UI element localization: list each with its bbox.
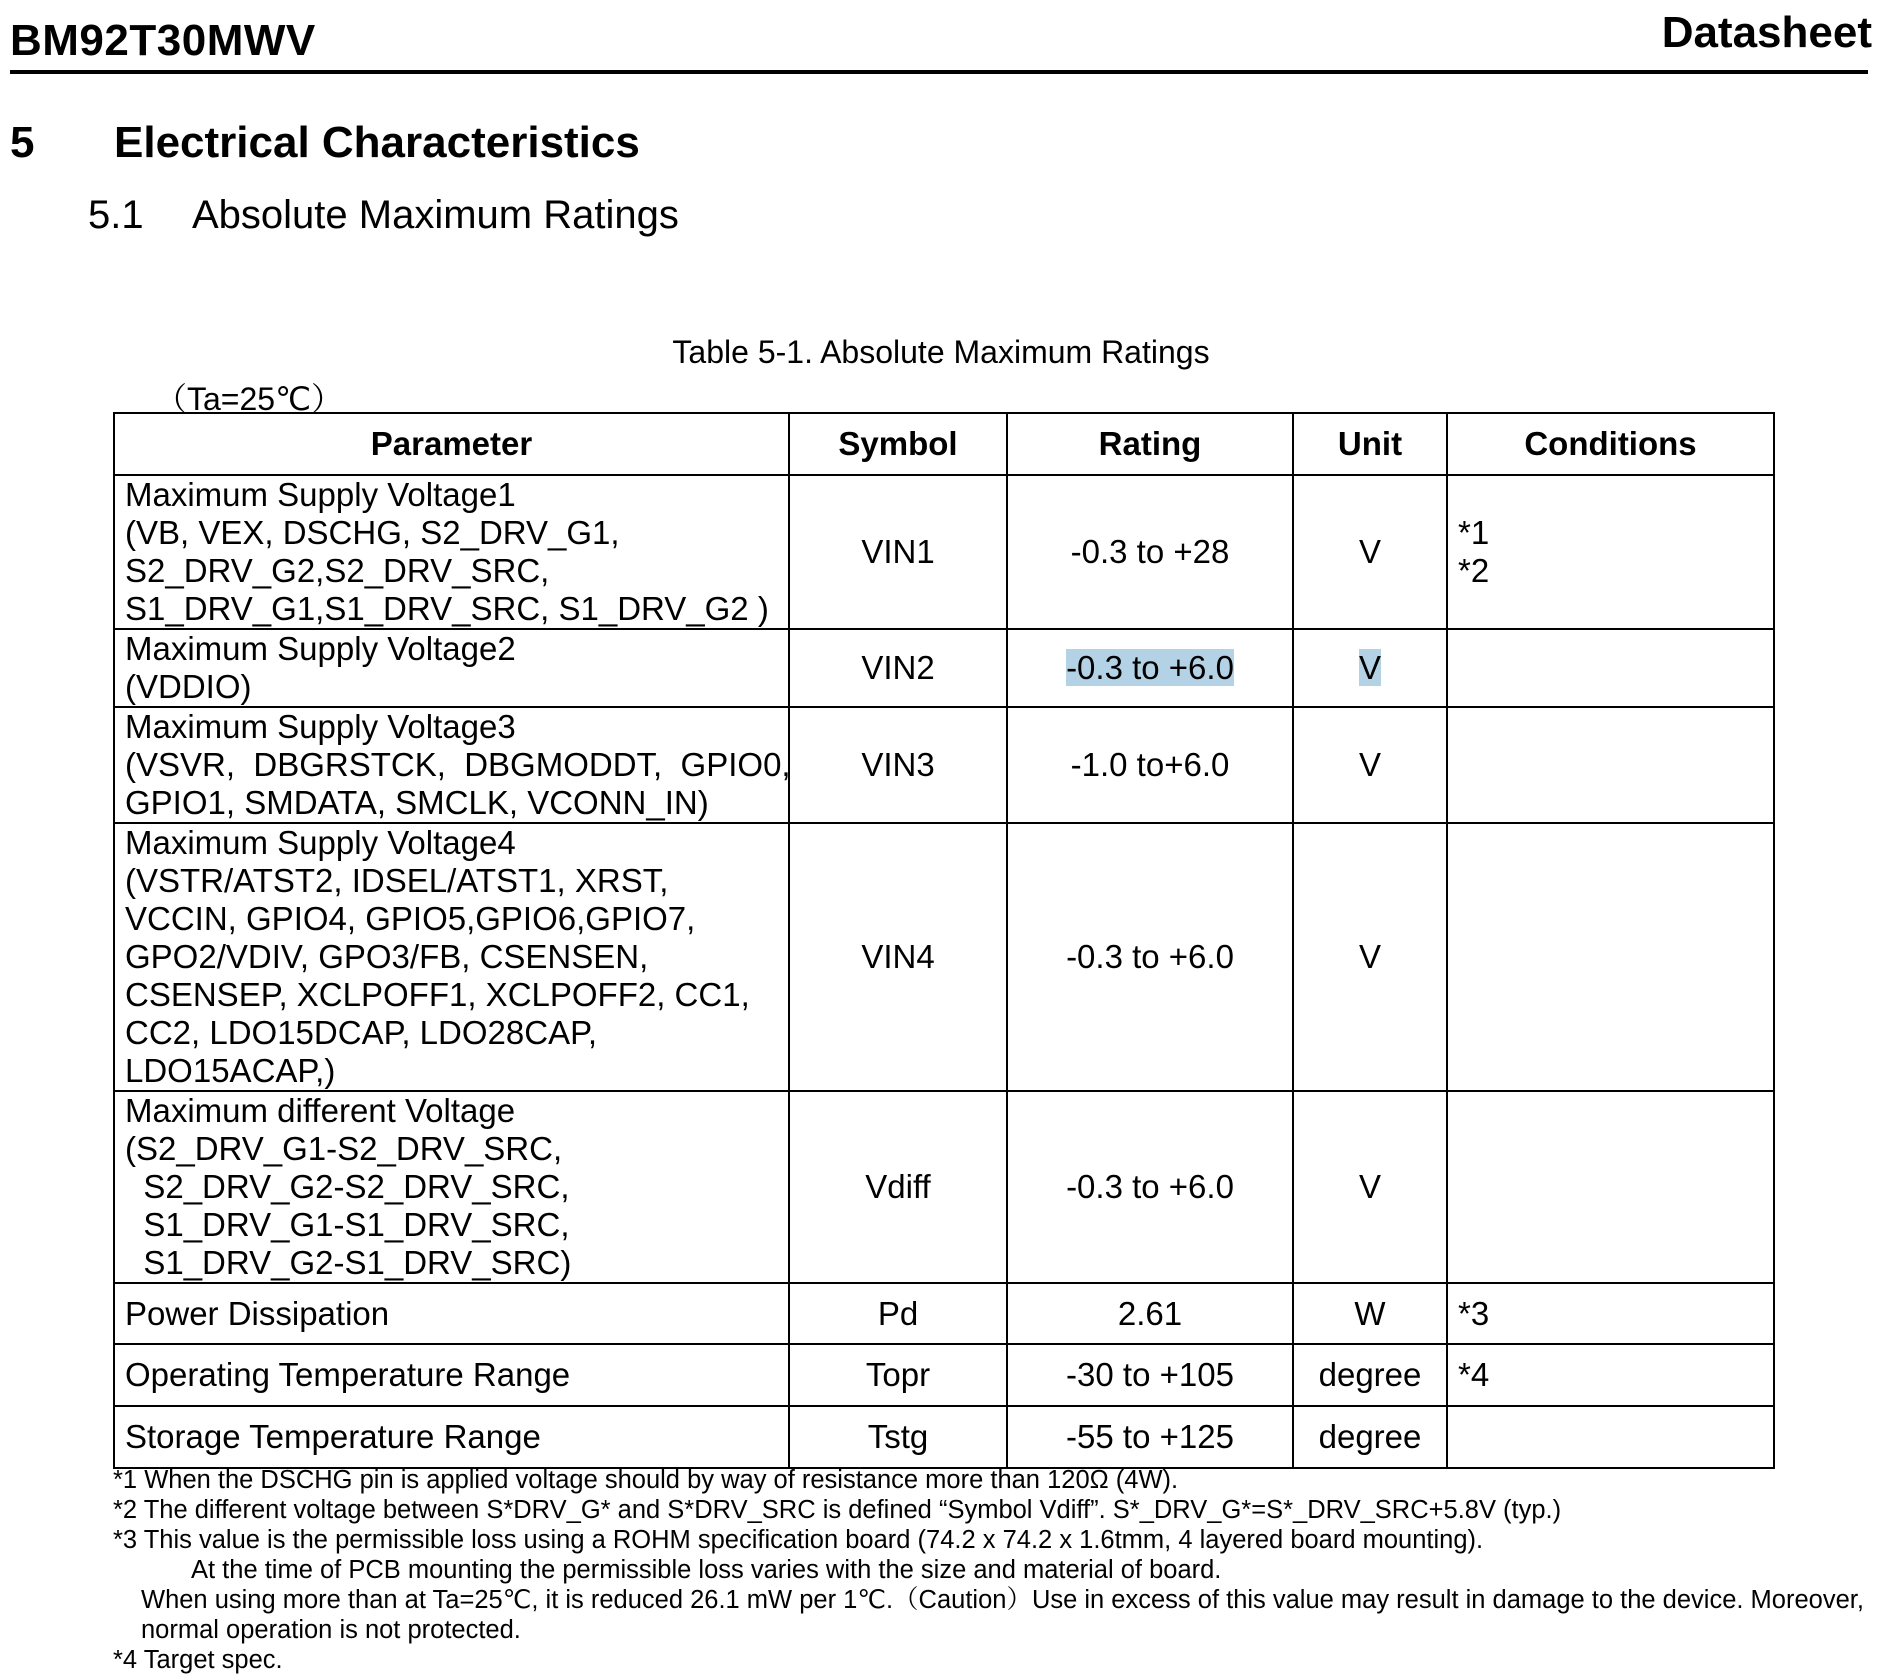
table-row <box>114 1406 1774 1468</box>
conditions-cell <box>1447 629 1774 707</box>
table-row <box>114 1091 1774 1283</box>
parameter-cell: Maximum Supply Voltage1 (VB, VEX, DSCHG, S2_DRV_G1, S2_DRV_G2,S2_DRV_SRC, S1_DRV_G1,S1_DRV_SRC, S1_DRV_G2 ) <box>114 475 789 629</box>
section-title: Electrical Characteristics <box>114 118 640 167</box>
column-header-rating: Rating <box>1007 413 1293 475</box>
conditions-cell: *3 <box>1447 1283 1774 1344</box>
parameter-cell: Maximum Supply Voltage4 (VSTR/ATST2, IDSEL/ATST1, XRST, VCCIN, GPIO4, GPIO5,GPIO6,GPIO7, GPO2/VDIV, GPO3/FB, CSENSEN, CSENSEP, XCLPOFF1, XCLPOFF2, CC1, CC2, LDO15DCAP, LDO28CAP, LDO15ACAP,) <box>114 823 789 1091</box>
unit-cell: degree <box>1293 1406 1447 1468</box>
footnote-3: *3 This value is the permissible loss using a ROHM specification board (74.2 x 74.2 x 1.6tmm, 4 layered board mounting). <box>113 1526 1484 1554</box>
column-header-conditions: Conditions <box>1447 413 1774 475</box>
section-number: 5 <box>10 118 35 167</box>
rating-cell: -30 to +105 <box>1007 1344 1293 1406</box>
symbol-cell: VIN1 <box>789 475 1007 629</box>
parameter-cell: Maximum different Voltage (S2_DRV_G1-S2_DRV_SRC, S2_DRV_G2-S2_DRV_SRC, S1_DRV_G1-S1_DRV_SRC, S1_DRV_G2-S1_DRV_SRC) <box>114 1091 789 1283</box>
unit-cell: V <box>1293 1091 1447 1283</box>
table-row <box>114 629 1774 707</box>
conditions-cell <box>1447 823 1774 1091</box>
unit-cell: degree <box>1293 1344 1447 1406</box>
parameter-cell: Maximum Supply Voltage2 (VDDIO) <box>114 629 789 707</box>
unit-cell: V <box>1293 475 1447 629</box>
conditions-cell: *4 <box>1447 1344 1774 1406</box>
rating-cell: -0.3 to +28 <box>1007 475 1293 629</box>
table-condition-note: （Ta=25℃） <box>155 381 344 417</box>
table-row <box>114 1344 1774 1406</box>
parameter-cell: Power Dissipation <box>114 1283 789 1344</box>
table-row <box>114 1283 1774 1344</box>
symbol-cell: VIN2 <box>789 629 1007 707</box>
footnote-3-caution: When using more than at Ta=25℃, it is reduced 26.1 mW per 1℃.（Caution）Use in excess of this value may result in damage to the device. Moreover, normal operation is not protected. <box>141 1586 1864 1644</box>
unit-cell: V <box>1293 707 1447 823</box>
doc-type: Datasheet <box>1661 8 1872 57</box>
column-header-unit: Unit <box>1293 413 1447 475</box>
conditions-cell <box>1447 1406 1774 1468</box>
rating-cell: 2.61 <box>1007 1283 1293 1344</box>
footnote-3-continuation: At the time of PCB mounting the permissible loss varies with the size and material of board. <box>191 1556 1222 1584</box>
footnotes <box>113 1465 1873 1675</box>
footnote-4: *4 Target spec. <box>113 1646 283 1674</box>
unit-cell: V <box>1293 823 1447 1091</box>
subsection-title: Absolute Maximum Ratings <box>192 193 679 237</box>
conditions-cell <box>1447 707 1774 823</box>
table-caption: Table 5-1. Absolute Maximum Ratings <box>672 334 1210 370</box>
parameter-cell: Storage Temperature Range <box>114 1406 789 1468</box>
table-row <box>114 823 1774 1091</box>
symbol-cell: Tstg <box>789 1406 1007 1468</box>
parameter-cell: Maximum Supply Voltage3 (VSVR, DBGRSTCK, DBGMODDT, GPIO0, GPIO1, SMDATA, SMCLK, VCONN_IN) <box>114 707 789 823</box>
table-row <box>114 707 1774 823</box>
unit-cell: W <box>1293 1283 1447 1344</box>
symbol-cell: Vdiff <box>789 1091 1007 1283</box>
selected-unit-text[interactable]: V <box>1358 649 1381 686</box>
header-rule <box>10 70 1868 74</box>
selected-rating-text[interactable]: -0.3 to +6.0 <box>1066 649 1234 686</box>
column-header-symbol: Symbol <box>789 413 1007 475</box>
footnote-1: *1 When the DSCHG pin is applied voltage should by way of resistance more than 120Ω (4W). <box>113 1466 1179 1494</box>
table-header-row <box>114 413 1774 475</box>
conditions-cell: *1 *2 <box>1447 475 1774 629</box>
subsection-number: 5.1 <box>88 193 144 237</box>
parameter-cell: Operating Temperature Range <box>114 1344 789 1406</box>
table-row <box>114 475 1774 629</box>
unit-cell[interactable] <box>1293 629 1447 707</box>
absolute-maximum-ratings-table <box>113 412 1775 1469</box>
symbol-cell: Pd <box>789 1283 1007 1344</box>
rating-cell: -0.3 to +6.0 <box>1007 823 1293 1091</box>
rating-cell[interactable] <box>1007 629 1293 707</box>
column-header-parameter: Parameter <box>114 413 789 475</box>
symbol-cell: VIN3 <box>789 707 1007 823</box>
rating-cell: -0.3 to +6.0 <box>1007 1091 1293 1283</box>
part-number: BM92T30MWV <box>10 16 316 65</box>
symbol-cell: Topr <box>789 1344 1007 1406</box>
symbol-cell: VIN4 <box>789 823 1007 1091</box>
rating-cell: -55 to +125 <box>1007 1406 1293 1468</box>
rating-cell: -1.0 to+6.0 <box>1007 707 1293 823</box>
conditions-cell <box>1447 1091 1774 1283</box>
footnote-2: *2 The different voltage between S*DRV_G* and S*DRV_SRC is defined “Symbol Vdiff”. S*_DRV_G*=S*_DRV_SRC+5.8V (typ.) <box>113 1496 1562 1524</box>
